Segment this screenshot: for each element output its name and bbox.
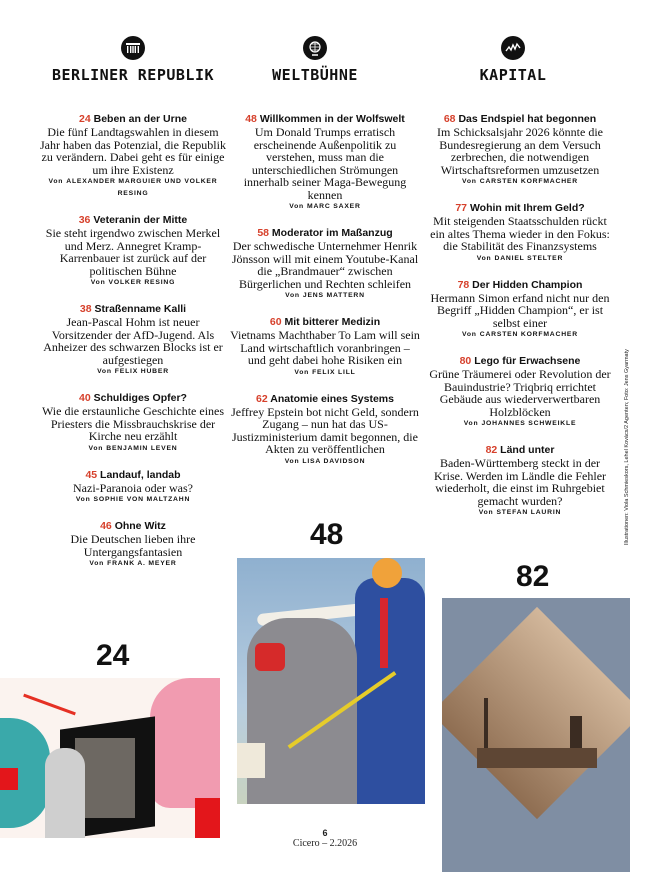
section-kapital <box>413 36 613 84</box>
byline-prefix: Von <box>289 203 305 210</box>
entry-title: Landauf, landab <box>100 468 181 481</box>
entry-byline <box>38 176 228 200</box>
section-title: KAPITAL <box>479 66 547 84</box>
toc-entry[interactable] <box>425 354 615 430</box>
entry-title: Anatomie eines Systems <box>270 392 394 405</box>
entry-page-number: 48 <box>245 113 257 125</box>
entry-author: SOPHIE VON MALTZAHN <box>93 496 191 503</box>
entry-heading <box>38 112 228 126</box>
folio <box>250 828 400 850</box>
entry-heading <box>425 443 615 457</box>
page-number: 6 <box>322 828 328 838</box>
entry-author: CARSTEN KORFMACHER <box>479 331 578 338</box>
entry-teaser: Hermann Simon erfand nicht nur den Begriff „Hidden Champion“, er ist selbst einer <box>430 290 610 330</box>
entry-page-number: 40 <box>79 392 91 404</box>
toc-entry[interactable] <box>38 391 228 455</box>
byline-prefix: Von <box>462 331 477 338</box>
entry-page-number: 80 <box>459 355 472 367</box>
byline-prefix: Von <box>284 457 300 465</box>
byline-prefix: Von <box>75 496 91 503</box>
entry-page-number: 77 <box>455 202 468 214</box>
entry-author: MARC SAXER <box>307 203 361 210</box>
entry-byline <box>38 366 228 378</box>
entry-byline <box>38 443 228 455</box>
entry-title: Schuldiges Opfer? <box>93 392 187 404</box>
entry-teaser: Im Schicksalsjahr 2026 könnte die Bundesregierung an dem Versuch zerbrechen, die notwendigen Wirtschaftsreformen umzusetzen <box>437 125 603 177</box>
illustration-ballot-box <box>0 678 220 838</box>
entry-byline <box>38 558 228 570</box>
entry-title: Wohin mit Ihrem Geld? <box>469 202 585 214</box>
section-berliner-republik <box>33 36 233 84</box>
entry-byline <box>230 456 420 468</box>
entry-title: Willkommen in der Wolfswelt <box>259 113 405 125</box>
entry-teaser: Die fünf Landtagswahlen in diesem Jahr haben das Potenzial, die Republik zu verändern. Dabei geht es für einige um ihre Existenz <box>40 125 226 177</box>
byline-prefix: Von <box>48 178 64 185</box>
entry-page-number: 24 <box>79 113 91 125</box>
toc-entry[interactable] <box>38 519 228 570</box>
entry-heading <box>38 519 228 533</box>
entry-page-number: 36 <box>78 214 91 226</box>
entry-byline <box>425 418 615 430</box>
entry-author: VOLKER RESING <box>108 279 176 286</box>
section-weltbuehne <box>215 36 415 84</box>
byline-prefix: Von <box>97 368 112 375</box>
entry-teaser: Baden-Württemberg steckt in der Krise. Werden im Ländle die Fehler wiederholt, die einst im Ruhrgebiet gemacht wurden? <box>433 456 607 508</box>
byline-prefix: Von <box>90 279 106 286</box>
entry-title: Beben an der Urne <box>93 113 187 125</box>
globe-icon <box>303 36 327 60</box>
entry-byline <box>425 329 615 341</box>
toc-entry[interactable] <box>425 443 615 519</box>
entry-teaser: Wie die erstaunliche Geschichte eines Priesters die Missbrauchskrise der Kirche neu erzählt <box>41 404 225 443</box>
section-title: WELTBÜHNE <box>272 66 358 84</box>
entry-page-number: 46 <box>100 520 112 532</box>
entry-heading <box>425 112 615 126</box>
toc-entry[interactable] <box>425 112 615 188</box>
toc-entry[interactable] <box>38 213 228 289</box>
toc-entry[interactable] <box>38 468 228 507</box>
toc-entry[interactable] <box>38 112 228 200</box>
entry-teaser: Grüne Träumerei oder Revolution der Bauindustrie? Triqbriq errichtet Gebäude aus wiederverwertbaren Holzblöcken <box>429 367 611 419</box>
entry-teaser: Nazi-Paranoia oder was? <box>73 480 193 495</box>
entry-title: Veteranin der Mitte <box>93 214 188 226</box>
entry-author: ALEXANDER MARGUIER UND VOLKER RESING <box>66 178 218 197</box>
entry-author: JOHANNES SCHWEIKLE <box>481 420 577 427</box>
byline-prefix: Von <box>88 444 104 452</box>
entry-title: Ohne Witz <box>114 520 166 532</box>
brandenburg-gate-icon <box>121 36 145 60</box>
byline-prefix: Von <box>463 420 479 427</box>
entry-teaser: Mit steigenden Staatsschulden rückt ein altes Thema wieder in den Fokus: die Stabilität des Finanzsystems <box>430 214 610 253</box>
issue-label: Cicero – 2.2026 <box>292 838 358 849</box>
column-weltbuehne <box>230 112 420 468</box>
entry-byline <box>425 253 615 265</box>
entry-teaser: Jean-Pascal Hohm ist neuer Vorsitzender der AfD-Jugend. Als Anheizer des schwarzen Blocks ist er aufgestiegen <box>43 315 223 367</box>
entry-heading <box>425 201 615 215</box>
entry-heading <box>38 213 228 227</box>
entry-heading <box>425 354 615 368</box>
entry-byline <box>38 494 228 506</box>
entry-page-number: 82 <box>485 444 498 456</box>
entry-page-number: 68 <box>443 113 456 125</box>
entry-title: Moderator im Maßanzug <box>271 227 393 239</box>
column-kapital <box>425 112 615 519</box>
entry-page-number: 60 <box>269 316 282 328</box>
byline-prefix: Von <box>476 254 492 262</box>
toc-entry[interactable] <box>230 112 420 213</box>
illustration-wolf-trump <box>237 558 425 804</box>
entry-author: FELIX LILL <box>312 368 356 376</box>
entry-heading <box>230 226 420 240</box>
entry-author: CARSTEN KORFMACHER <box>479 178 578 185</box>
entry-page-number: 78 <box>457 278 470 291</box>
figure-label-48: 48 <box>310 518 344 551</box>
entry-heading <box>230 315 420 329</box>
entry-page-number: 62 <box>256 392 268 405</box>
entry-teaser: Vietnams Machthaber To Lam will sein Land wirtschaftlich voranbringen – und geht dabei hohe Risiken ein <box>230 328 420 367</box>
entry-page-number: 38 <box>79 303 92 315</box>
entry-title: Der Hidden Champion <box>472 278 583 291</box>
toc-entry[interactable] <box>230 315 420 379</box>
entry-author: JENS MATTERN <box>302 292 365 299</box>
figure-label-24: 24 <box>96 639 130 672</box>
entry-byline <box>38 277 228 289</box>
entry-teaser: Jeffrey Epstein bot nicht Geld, sondern Zugang – nun hat das US-Justizministerium damit begonnen, die Akten zu veröffentlichen <box>231 404 419 456</box>
entry-author: BENJAMIN LEVEN <box>106 444 178 452</box>
entry-heading <box>38 468 228 482</box>
entry-heading <box>425 278 615 292</box>
entry-teaser: Sie steht irgendwo zwischen Merkel und Merz. Annegret Kramp-Karrenbauer ist zurück auf der politischen Bühne <box>45 226 221 278</box>
entry-teaser: Der schwedische Unternehmer Henrik Jönsson will mit einem Youtube-Kanal die „Brandmauer“ zwischen Bürgerlichen und Rechten schleifen <box>231 239 419 291</box>
entry-author: FELIX HUBER <box>114 368 169 375</box>
entry-title: Mit bitterer Medizin <box>284 316 381 328</box>
entry-teaser: Um Donald Trumps erratisch erscheinende Außenpolitik zu verstehen, muss man die unterschiedlichen Strömungen innerhalb seiner Maga-Bewegung kennen <box>243 125 407 202</box>
entry-title: Das Endspiel hat begonnen <box>458 113 597 125</box>
toc-entry[interactable] <box>230 226 420 302</box>
entry-heading <box>230 112 420 126</box>
entry-byline <box>230 201 420 213</box>
entry-page-number: 58 <box>257 227 269 239</box>
column-berliner-republik <box>38 112 228 570</box>
toc-entry[interactable] <box>38 302 228 378</box>
toc-entry[interactable] <box>230 392 420 468</box>
section-title: BERLINER REPUBLIK <box>51 66 215 84</box>
entry-byline <box>230 290 420 302</box>
entry-byline <box>425 176 615 188</box>
byline-prefix: Von <box>478 509 494 516</box>
entry-title: Straßenname Kalli <box>94 303 187 315</box>
chart-wave-icon <box>501 36 525 60</box>
byline-prefix: Von <box>89 560 105 567</box>
entry-title: Lego für Erwachsene <box>474 355 581 367</box>
entry-page-number: 45 <box>85 468 98 481</box>
entry-title: Länd unter <box>500 444 555 456</box>
byline-prefix: Von <box>462 178 477 185</box>
entry-byline <box>425 507 615 519</box>
byline-prefix: Von <box>294 368 310 376</box>
byline-prefix: Von <box>285 292 300 299</box>
figure-label-82: 82 <box>516 560 550 593</box>
entry-author: STEFAN LAURIN <box>496 509 562 516</box>
toc-entry[interactable] <box>425 201 615 265</box>
image-credit: Illustrationen: Viola Schmieskors, Lehel Kovács/2 Agenten; Foto: Jens Gyarmaty <box>624 349 630 545</box>
entry-heading <box>38 391 228 405</box>
entry-heading <box>230 392 420 406</box>
entry-author: DANIEL STELTER <box>494 254 564 262</box>
toc-entry[interactable] <box>425 278 615 342</box>
entry-byline <box>230 367 420 379</box>
entry-author: LISA DAVIDSON <box>302 457 366 465</box>
entry-heading <box>38 302 228 316</box>
entry-author: FRANK A. MEYER <box>107 560 177 567</box>
photo-industrial-site <box>442 598 630 872</box>
entry-teaser: Die Deutschen lieben ihre Untergangsfantasien <box>70 532 196 559</box>
